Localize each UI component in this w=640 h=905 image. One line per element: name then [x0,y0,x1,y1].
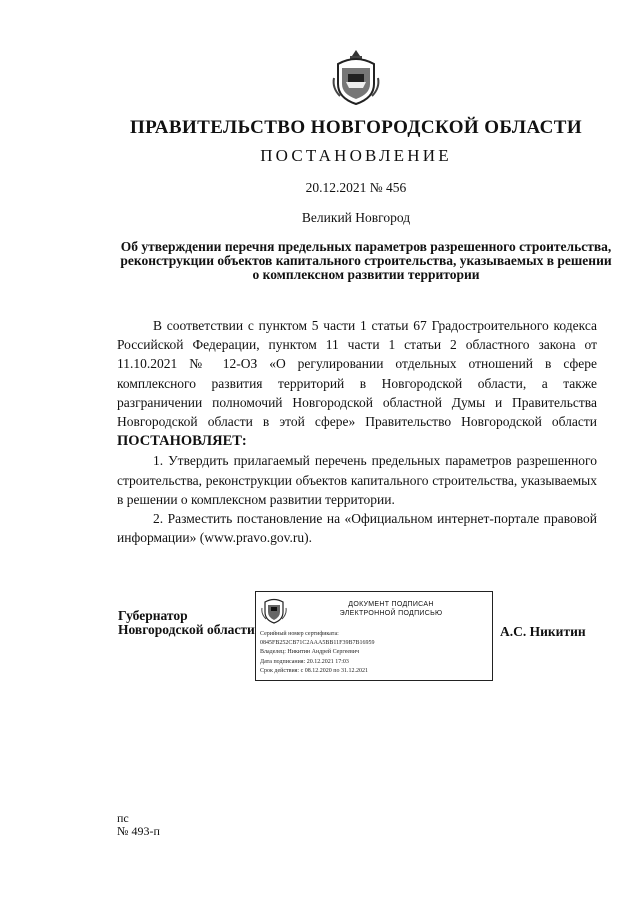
item-2: 2. Разместить постановление на «Официальном интернет-портале правовой информации» (www.pravo.gov.ru). [117,511,597,546]
footer-marker: пс [117,811,129,825]
stamp-details [260,630,374,676]
date-and-number: 20.12.2021 № 456 [305,180,407,195]
stamp-heading-line-1: ДОКУМЕНТ ПОДПИСАН [348,601,434,608]
stamp-heading [296,600,486,618]
position-line-1: Губернатор [118,608,188,623]
stamp-validity: Срок действия: с 08.12.2020 по 31.12.2021 [260,667,368,674]
electronic-signature-stamp [255,591,493,681]
government-name: ПРАВИТЕЛЬСТВО НОВГОРОДСКОЙ ОБЛАСТИ [130,117,582,138]
signatory-name: А.С. Никитин [500,624,586,639]
stamp-cert-number: 0845FB252CB71C2AAA5BB11F39B7B16959 [260,640,375,647]
stamp-heading-line-2: ЭЛЕКТРОННОЙ ПОДПИСЬЮ [339,610,443,617]
item-1: 1. Утвердить прилагаемый перечень предельных параметров разрешенного строительства, реконструкции объектов капитального строительства, указываемых в решении о комплексном развитии территории. [117,453,597,507]
position-line-2: Новгородской области [118,622,255,637]
resolves-keyword: ПОСТАНОВЛЯЕТ: [117,433,247,450]
intro-text: В соответствии с пунктом 5 части 1 статьи 67 Градостроительного кодекса Российской Федерации, пунктом 11 части 1 статьи 2 областного закона от 11.10.2021 № 12-ОЗ «О регулировании отдельных отношений в сфере комплексного развития территорий в Новгородской области, а также разграничении полномочий Новгородской областной Думы и Правительства Новгородской области в этой сфере» Правительство Новгородской области [117,318,597,430]
footer-number: № 493-п [117,824,160,838]
footer [117,812,160,838]
document-body [117,316,597,547]
stamp-emblem-icon [261,596,287,624]
stamp-owner: Владелец: Никитин Андрей Сергеевич [260,649,360,656]
stamp-signed-at: Дата подписания: 20.12.2021 17:03 [260,658,349,665]
coat-of-arms-emblem [330,48,382,106]
intro-paragraph [117,316,597,451]
document-title: Об утверждении перечня предельных параметров разрешенного строительства, реконструкции объектов капитального строительства, указываемых в решении о комплексном развитии территории [120,239,612,282]
signatory-position [118,609,255,637]
city: Великий Новгород [301,210,411,225]
stamp-cert-label: Серийный номер сертификата: [260,631,339,637]
document-kind: ПОСТАНОВЛЕНИЕ [260,146,452,165]
